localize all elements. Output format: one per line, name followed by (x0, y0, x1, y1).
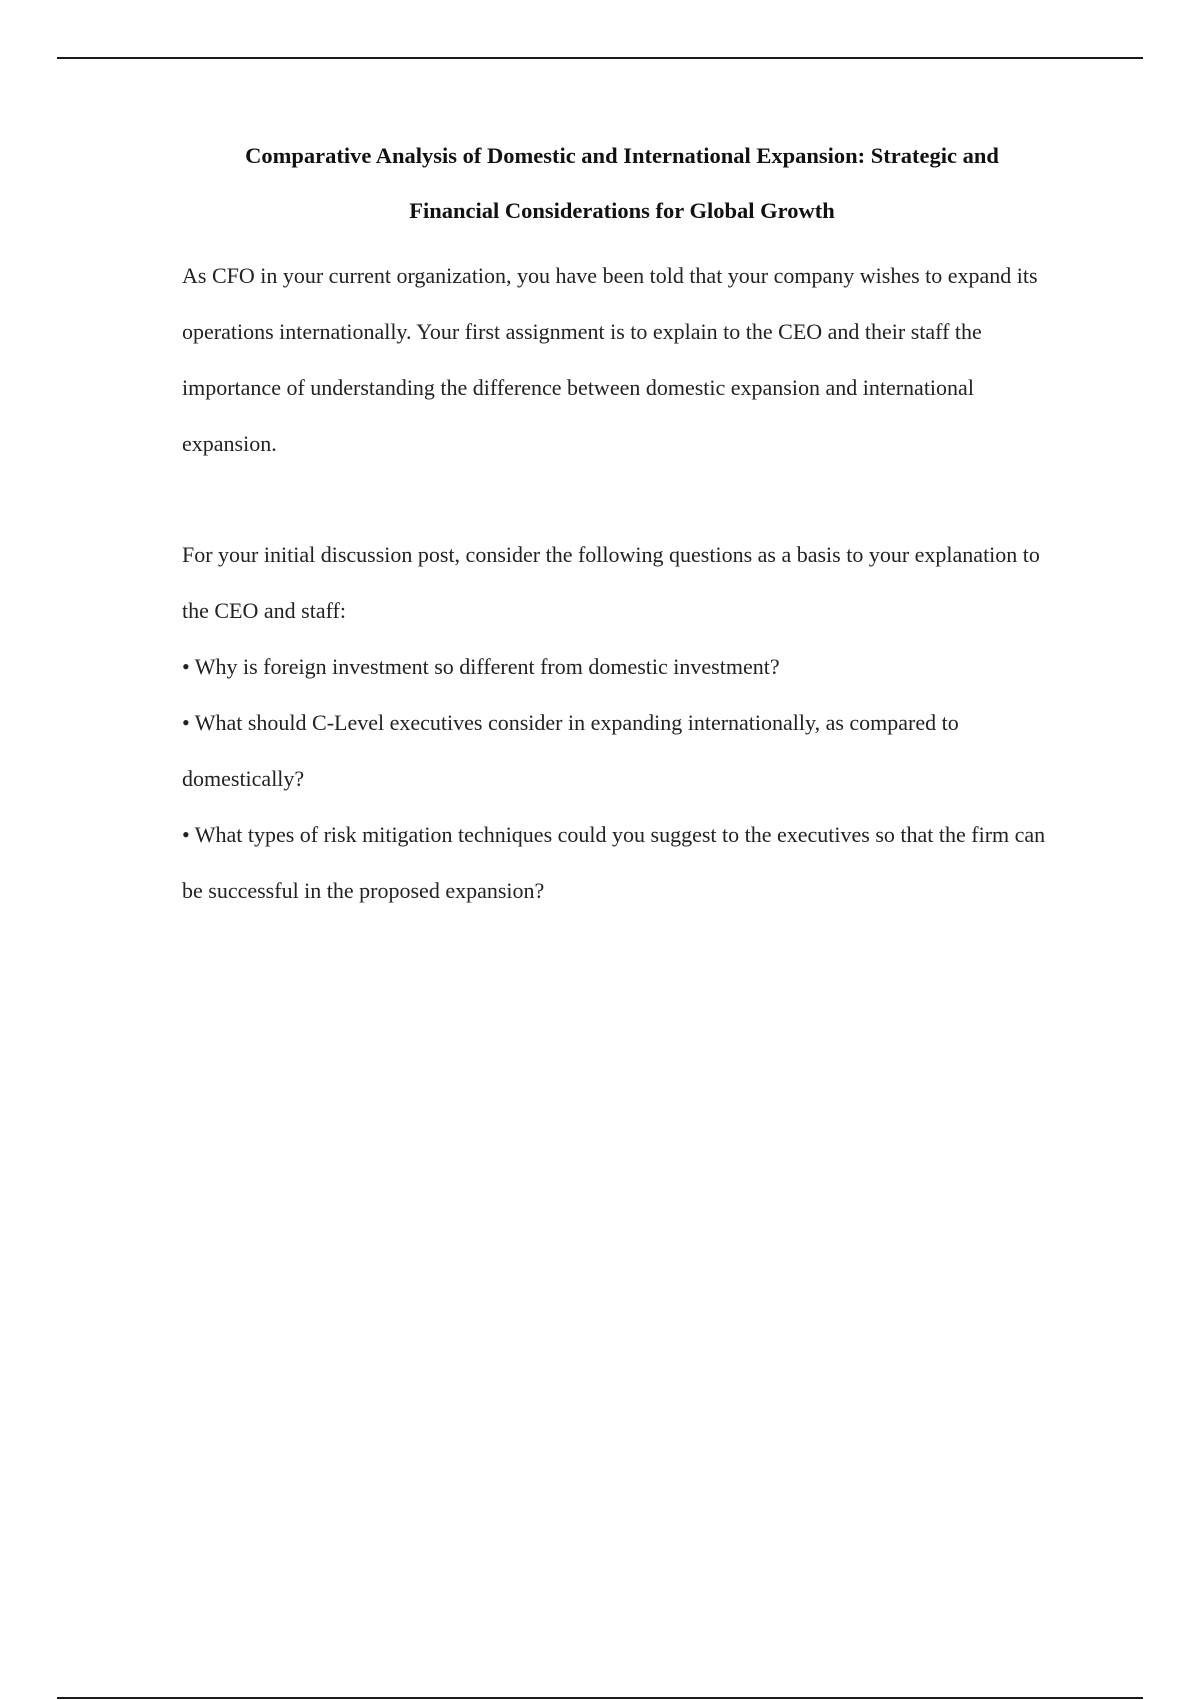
document-body (182, 128, 1062, 919)
document-title (182, 128, 1062, 238)
bullet-icon: • (182, 710, 190, 735)
intro-paragraph: As CFO in your current organization, you have been told that your company wishes to expand its operations internationally. Your first assignment is to explain to the CEO and their staff the importance of understanding the difference between domestic expansion and international expansion. (182, 263, 1038, 456)
question-item (182, 807, 1062, 919)
question-item (182, 639, 1062, 695)
bullet-icon: • (182, 822, 190, 847)
footer-rule (57, 1697, 1143, 1699)
question-text: Why is foreign investment so different from domestic investment? (194, 654, 780, 679)
question-text: What should C-Level executives consider in expanding internationally, as compared to domestically? (182, 710, 959, 791)
question-item (182, 695, 1062, 807)
prompt-paragraph: For your initial discussion post, consider the following questions as a basis to your explanation to the CEO and staff: (182, 542, 1040, 623)
title-line-2: Financial Considerations for Global Growth (409, 198, 835, 223)
title-line-1: Comparative Analysis of Domestic and International Expansion: Strategic and (245, 143, 999, 168)
question-text: What types of risk mitigation techniques could you suggest to the executives so that the firm can be successful in the proposed expansion? (182, 822, 1046, 903)
header-rule (57, 57, 1143, 59)
question-list (182, 639, 1062, 919)
bullet-icon: • (182, 654, 190, 679)
